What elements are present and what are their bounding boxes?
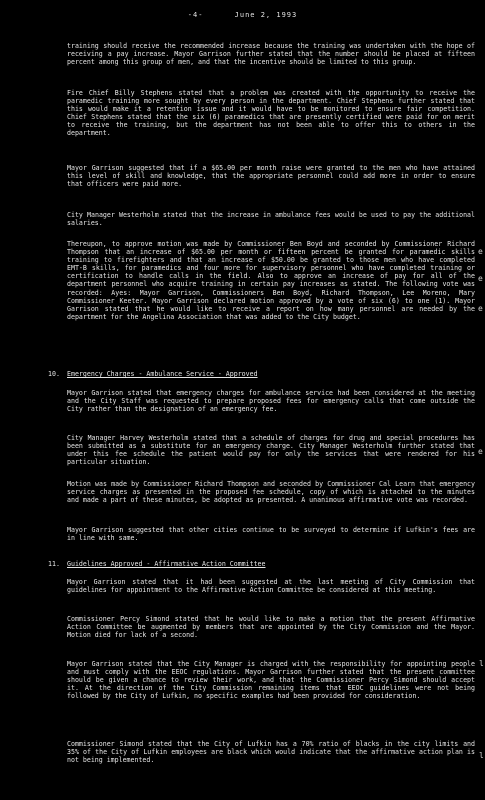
margin-mark: e <box>478 447 483 456</box>
paragraph-city-manager-fees: City Manager Westerholm stated that the increase in ambulance fees would be used to pay the additional salaries. <box>67 211 475 228</box>
page-header <box>0 11 485 19</box>
agenda-item-11-heading <box>48 560 475 568</box>
paragraph-motion-vote: Thereupon, to approve motion was made by Commissioner Ben Boyd and seconded by Commissioner Richard Thompson that an increase of $65.00 per month or fifteen percent be granted for paramedic skills training to firefighters and that an increase of $50.00 be granted to those men who have completed EMT-B skills, for paramedics and four more for supervisory personnel who have completed training or certification to handle calls in the field. Also to approve an increase of pay for all of the department personnel who acquire training in certain pay increases as stated. The following vote was recorded: Ayes: Mayor Garrison, Commissioners Ben Boyd, Richard Thompson, Lee Moreno, Mary Commissioner Keeter. Mayor Garrison declared motion approved by a vote of six (6) to one (1). Mayor Garrison stated that he would like to receive a report on how many personnel are needed by the department for the Angelina Association that was added to the City budget. <box>67 240 475 321</box>
agenda-item-10-heading <box>48 370 475 378</box>
margin-mark: e <box>478 274 483 283</box>
margin-mark: e <box>478 304 483 313</box>
agenda-item-number: 11. <box>48 560 60 568</box>
paragraph-survey-cities: Mayor Garrison suggested that other cities continue to be surveyed to determine if Lufkin's fees are in line with same. <box>67 526 475 543</box>
paragraph-training-increase: training should receive the recommended increase because the training was undertaken with the hope of receiving a pay increase. Mayor Garrison further stated that the number should be placed at fifteen percent among this group of men, and that the incentive should be limited to this group. <box>67 42 475 67</box>
margin-mark: l <box>479 751 484 760</box>
paragraph-emergency-charges: Mayor Garrison stated that emergency charges for ambulance service had been considered at the meeting and the City Staff was requested to prepare proposed fees for emergency calls that come outside the City rather than the designation of an emergency fee. <box>67 389 475 414</box>
agenda-item-title: Guidelines Approved - Affirmative Action Committee <box>67 560 266 568</box>
page-number: -4- <box>187 11 204 19</box>
margin-mark: e <box>478 247 483 256</box>
page-date: June 2, 1993 <box>234 11 298 19</box>
paragraph-employment-ratio: Commissioner Simond stated that the City of Lufkin has a 70% ratio of blacks in the city limits and 35% of the City of Lufkin employees are black which would indicate that the affirmative action plan is not being implemented. <box>67 740 475 765</box>
paragraph-eeoc-responsibility: Mayor Garrison stated that the City Manager is charged with the responsibility for appointing people and must comply with the EEOC regulations. Mayor Garrison further stated that the present committee should be given a chance to review their work, and that the Commissioner Percy Simond should accept it. At the direction of the City Commission remaining items that EEOC guidelines were not being followed by the City of Lufkin, no specific examples had been provided for consideration. <box>67 660 475 701</box>
paragraph-simond-motion: Commissioner Percy Simond stated that he would like to make a motion that the present Affirmative Action Committee be augmented by members that are appointed by the City Commission and the Mayor. Motion died for lack of a second. <box>67 615 475 640</box>
paragraph-fire-chief-statement: Fire Chief Billy Stephens stated that a problem was created with the opportunity to receive the paramedic training more sought by every person in the department. Chief Stephens further stated that this would make it a retention issue and it would have to be monitored to ensure fair competition. Chief Stephens stated that the six (6) paramedics that are presently certified were paid for on merit to receive the training, but the department has not been able to offer this to others in the department. <box>67 89 475 138</box>
paragraph-mayor-suggestion: Mayor Garrison suggested that if a $65.00 per month raise were granted to the men who have attained this level of skill and knowledge, that the appropriate personnel could add more in order to ensure that officers were paid more. <box>67 164 475 189</box>
paragraph-fee-schedule: City Manager Harvey Westerholm stated that a schedule of charges for drug and special procedures has been submitted as a substitute for an emergency charge. City Manager Westerholm further stated that under this fee schedule the patient would pay for only the services that were rendered for his particular situation. <box>67 434 475 467</box>
agenda-item-title: Emergency Charges - Ambulance Service - Approved <box>67 370 258 378</box>
agenda-item-number: 10. <box>48 370 60 378</box>
paragraph-guidelines-suggested: Mayor Garrison stated that it had been suggested at the last meeting of City Commission that guidelines for appointment to the Affirmative Action Committee be considered at this meeting. <box>67 578 475 595</box>
paragraph-fee-motion: Motion was made by Commissioner Richard Thompson and seconded by Commissioner Cal Learn that emergency service charges as presented in the proposed fee schedule, copy of which is attached to the minutes and made a part of these minutes, be adopted as presented. A unanimous affirmative vote was recorded. <box>67 480 475 505</box>
margin-mark: l <box>479 659 484 668</box>
